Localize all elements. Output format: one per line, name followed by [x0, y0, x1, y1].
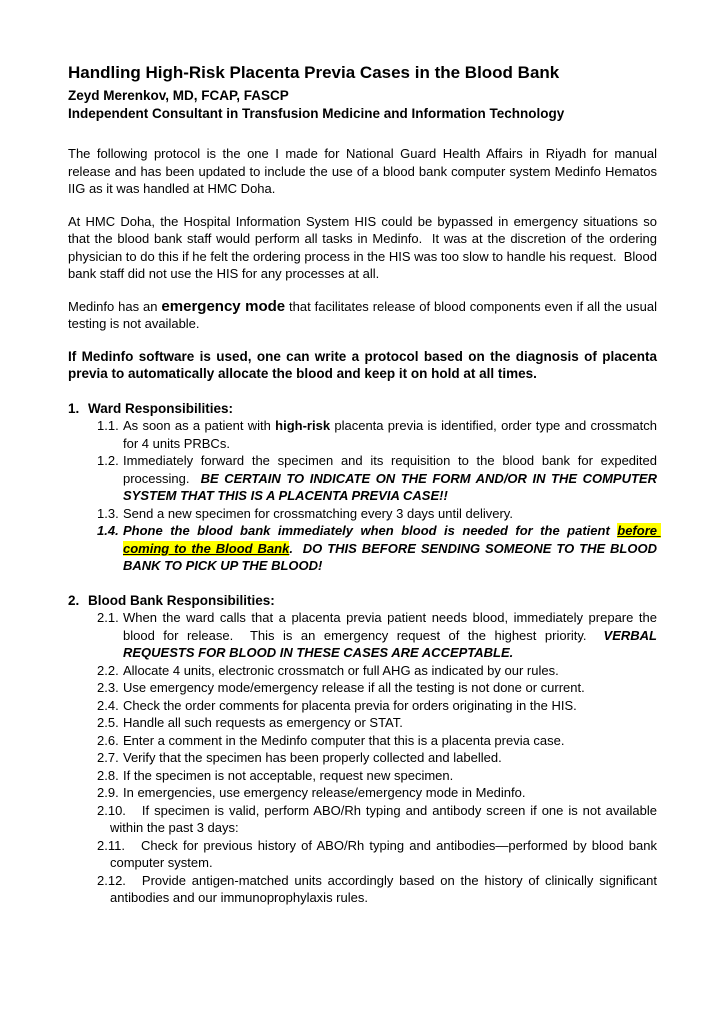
- item-number: 2.11.: [97, 837, 125, 853]
- item-text: Check the order comments for placenta previa for orders originating in the HIS.: [123, 697, 577, 713]
- item-number: 2.8.: [97, 767, 119, 783]
- text-run: . DO THIS BEFORE SENDING SOMEONE TO THE BLOOD BANK TO PICK UP THE BLOOD!: [123, 540, 661, 573]
- text-run: When the ward calls that a placenta previa patient needs blood, immediately prepare the blood for release. This is an emergency request of the highest priority.: [123, 610, 661, 643]
- paragraph-emergency-mode: [68, 297, 661, 333]
- list-item-2-8: [97, 767, 657, 785]
- list-item-2-10: [97, 802, 661, 837]
- item-number: 1.2.: [97, 453, 119, 468]
- list-item-2-11: [97, 837, 661, 872]
- list-item-2-1: [97, 609, 661, 662]
- section-title: Blood Bank Responsibilities:: [88, 592, 275, 608]
- item-text: [123, 609, 661, 662]
- item-text: Send a new specimen for crossmatching every 3 days until delivery.: [123, 505, 513, 521]
- section-blood-bank-responsibilities: [68, 592, 661, 907]
- item-text: Use emergency mode/emergency release if all the testing is not done or current.: [123, 680, 585, 695]
- text-run: that facilitates release of blood components even if all the usual testing is not available.: [68, 298, 661, 331]
- text-run: Phone the blood bank immediately when blood is needed for the patient: [123, 523, 618, 538]
- section-ward-responsibilities: [68, 400, 661, 575]
- doc-author: Zeyd Merenkov, MD, FCAP, FASCP: [68, 88, 289, 103]
- item-number: 2.7.: [97, 750, 119, 765]
- item-text: Verify that the specimen has been properly collected and labelled.: [123, 750, 502, 765]
- item-number: 1.3.: [97, 505, 119, 521]
- text-run: Medinfo has an: [68, 298, 162, 314]
- verbal-requests-emphasis: VERBAL REQUESTS FOR BLOOD IN THESE CASES ARE ACCEPTABLE.: [123, 627, 661, 660]
- list-item-2-6: [97, 732, 657, 750]
- item-text: [123, 417, 661, 452]
- item-number: 2.4.: [97, 697, 119, 713]
- list-item-1-2: [97, 452, 661, 505]
- item-number: 2.9.: [97, 785, 119, 800]
- item-text: Provide antigen-matched units accordingly based on the history of clinically significant antibodies and our immunoprophylaxis rules.: [110, 872, 661, 905]
- list-item-2-4: [97, 697, 657, 715]
- section-number: 1.: [68, 400, 80, 416]
- doc-affiliation: Independent Consultant in Transfusion Medicine and Information Technology: [68, 106, 565, 121]
- list-item-2-9: [97, 784, 657, 802]
- list-item-2-12: [97, 872, 661, 907]
- section-heading: [68, 592, 657, 610]
- item-number: 2.3.: [97, 680, 119, 695]
- list-item-2-2: [97, 662, 657, 680]
- list-item-2-3: [97, 679, 657, 697]
- item-text: [123, 522, 661, 575]
- item-number: 2.10.: [97, 802, 126, 818]
- list-item-1-3: [97, 505, 657, 523]
- section-number: 2.: [68, 592, 80, 608]
- item-number: 2.5.: [97, 715, 119, 730]
- item-text: If specimen is valid, perform ABO/Rh typing and antibody screen if one is not available within the past 3 days:: [110, 802, 661, 835]
- item-number: 2.12.: [97, 872, 126, 888]
- paragraph-hmc-doha: At HMC Doha, the Hospital Information System HIS could be bypassed in emergency situations so that the blood bank staff would perform all tasks in Medinfo. It was at the discretion of the ordering physician to do this if he felt the ordering process in the HIS was too slow to handle his request. Blood bank staff did not use the HIS for any processes at all.: [68, 213, 661, 281]
- text-run: As soon as a patient with: [123, 418, 276, 433]
- text-run: placenta previa is identified, order type and crossmatch for 4 units PRBCs.: [123, 418, 661, 451]
- item-number: 2.6.: [97, 732, 119, 748]
- item-number: 1.4.: [97, 523, 119, 538]
- item-text: In emergencies, use emergency release/emergency mode in Medinfo.: [123, 785, 526, 800]
- item-number: 1.1.: [97, 418, 119, 433]
- high-risk-emphasis: high-risk: [275, 418, 331, 433]
- list-item-2-7: [97, 749, 657, 767]
- item-text: Handle all such requests as emergency or STAT.: [123, 715, 403, 730]
- highlighted-phrase: before coming to the Blood Bank: [123, 523, 661, 556]
- list-item-1-1: [97, 417, 661, 452]
- item-number: 2.2.: [97, 662, 119, 678]
- item-text: If the specimen is not acceptable, request new specimen.: [123, 767, 454, 783]
- section-heading: [68, 400, 657, 418]
- item-text: Check for previous history of ABO/Rh typing and antibodies—performed by blood bank computer system.: [110, 837, 661, 870]
- text-run: Immediately forward the specimen and its requisition to the blood bank for expedited processing.: [123, 453, 661, 486]
- list-item-1-4: [97, 522, 661, 575]
- warning-emphasis: BE CERTAIN TO INDICATE ON THE FORM AND/OR IN THE COMPUTER SYSTEM THAT THIS IS A PLACENTA PREVIA CASE!!: [123, 470, 661, 503]
- doc-title: Handling High-Risk Placenta Previa Cases in the Blood Bank: [68, 63, 560, 82]
- emergency-mode-emphasis: emergency mode: [161, 297, 286, 315]
- item-text: Enter a comment in the Medinfo computer that this is a placenta previa case.: [123, 732, 565, 748]
- item-text: Allocate 4 units, electronic crossmatch or full AHG as indicated by our rules.: [123, 662, 559, 678]
- list-item-2-5: [97, 714, 657, 732]
- item-number: 2.1.: [97, 610, 119, 625]
- section-title: Ward Responsibilities:: [88, 400, 234, 416]
- item-text: [123, 452, 661, 505]
- paragraph-protocol-origin: The following protocol is the one I made for National Guard Health Affairs in Riyadh for manual release and has been updated to include the use of a blood bank computer system Medinfo Hematos IIG as it was handled at HMC Doha.: [68, 146, 661, 196]
- paragraph-protocol-statement: If Medinfo software is used, one can write a protocol based on the diagnosis of placenta previa to automatically allocate the blood and keep it on hold at all times.: [68, 348, 661, 381]
